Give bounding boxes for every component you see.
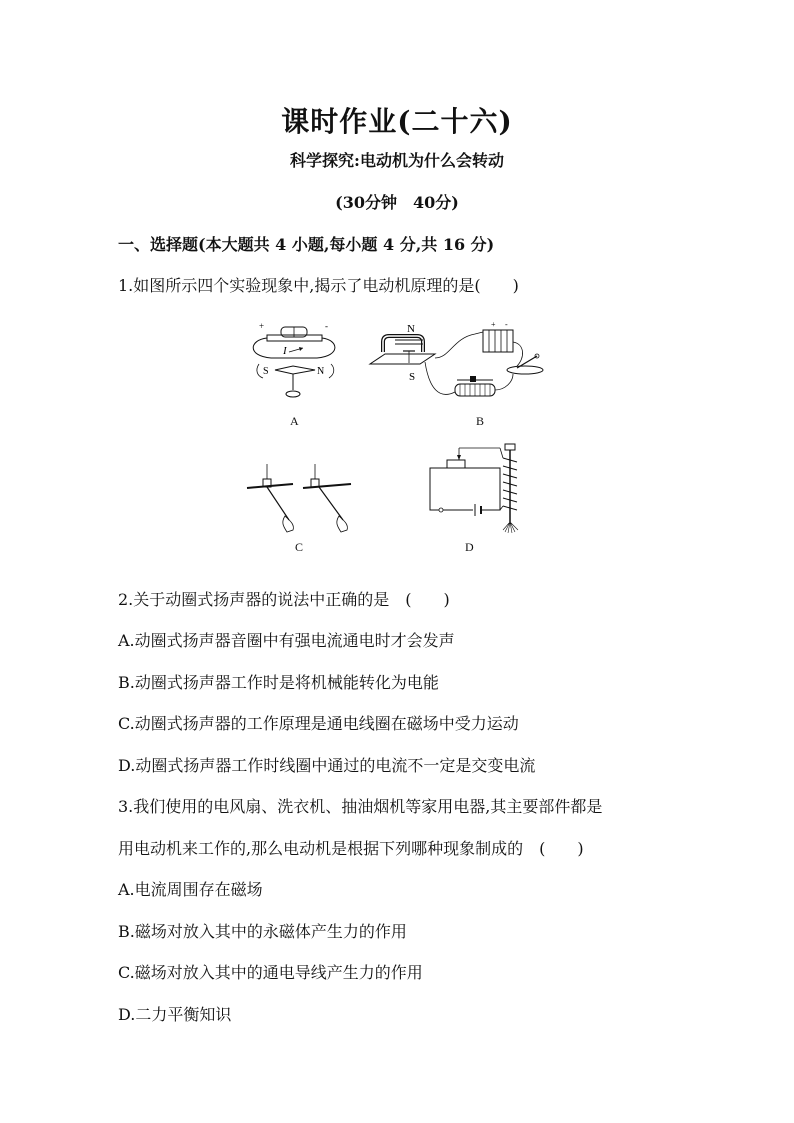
figure-b-north-label: N (407, 323, 415, 335)
figure-a-label: A (290, 414, 299, 428)
figure-a-north-label: N (317, 366, 325, 377)
page-title: 课时作业(二十六) (281, 105, 513, 138)
time-score-info: (30分钟 40分) (335, 193, 459, 212)
figure-a-plus-sign: + (259, 321, 265, 331)
figure-b-south-label: S (409, 371, 416, 383)
figure-a-current-label: I (283, 345, 287, 357)
figure-a-minus-sign: - (325, 321, 328, 331)
section-heading: 一、选择题(本大题共 4 小题,每小题 4 分,共 16 分) (118, 235, 495, 254)
question-1-stem: 1.如图所示四个实验现象中,揭示了电动机原理的是( ) (118, 276, 519, 295)
question-2-option-a: A.动圈式扬声器音圈中有强电流通电时才会发声 (118, 631, 455, 650)
question-2-option-c: C.动圈式扬声器的工作原理是通电线圈在磁场中受力运动 (118, 714, 519, 733)
figure-c-label: C (295, 540, 304, 554)
svg-text:-: - (505, 320, 508, 329)
page-subtitle: 科学探究:电动机为什么会转动 (290, 151, 504, 170)
question-3-option-b: B.磁场对放入其中的永磁体产生力的作用 (118, 922, 407, 941)
svg-text:+: + (491, 320, 496, 329)
figure-b-label: B (476, 414, 485, 428)
figure-d-electromagnet-diagram (425, 440, 525, 535)
question-2-option-d: D.动圈式扬声器工作时线圈中通过的电流不一定是交变电流 (118, 756, 536, 775)
question-2-option-b: B.动圈式扬声器工作时是将机械能转化为电能 (118, 673, 439, 692)
figure-a-oersted-diagram (245, 318, 345, 408)
question-2-stem: 2.关于动圈式扬声器的说法中正确的是 ( ) (118, 590, 450, 609)
question-3-option-c: C.磁场对放入其中的通电导线产生力的作用 (118, 963, 423, 982)
question-3-stem-line-1: 3.我们使用的电风扇、洗衣机、抽油烟机等家用电器,其主要部件都是 (118, 797, 603, 816)
figure-a-south-label: S (263, 366, 269, 377)
question-3-stem-line-2: 用电动机来工作的,那么电动机是根据下列哪种现象制成的 ( ) (118, 839, 584, 858)
question-3-option-a: A.电流周围存在磁场 (118, 880, 263, 899)
question-3-option-d: D.二力平衡知识 (118, 1005, 232, 1024)
figure-c-rail-diagram (245, 460, 355, 535)
figure-b-circuit-diagram (365, 318, 550, 410)
figure-d-label: D (465, 540, 474, 554)
